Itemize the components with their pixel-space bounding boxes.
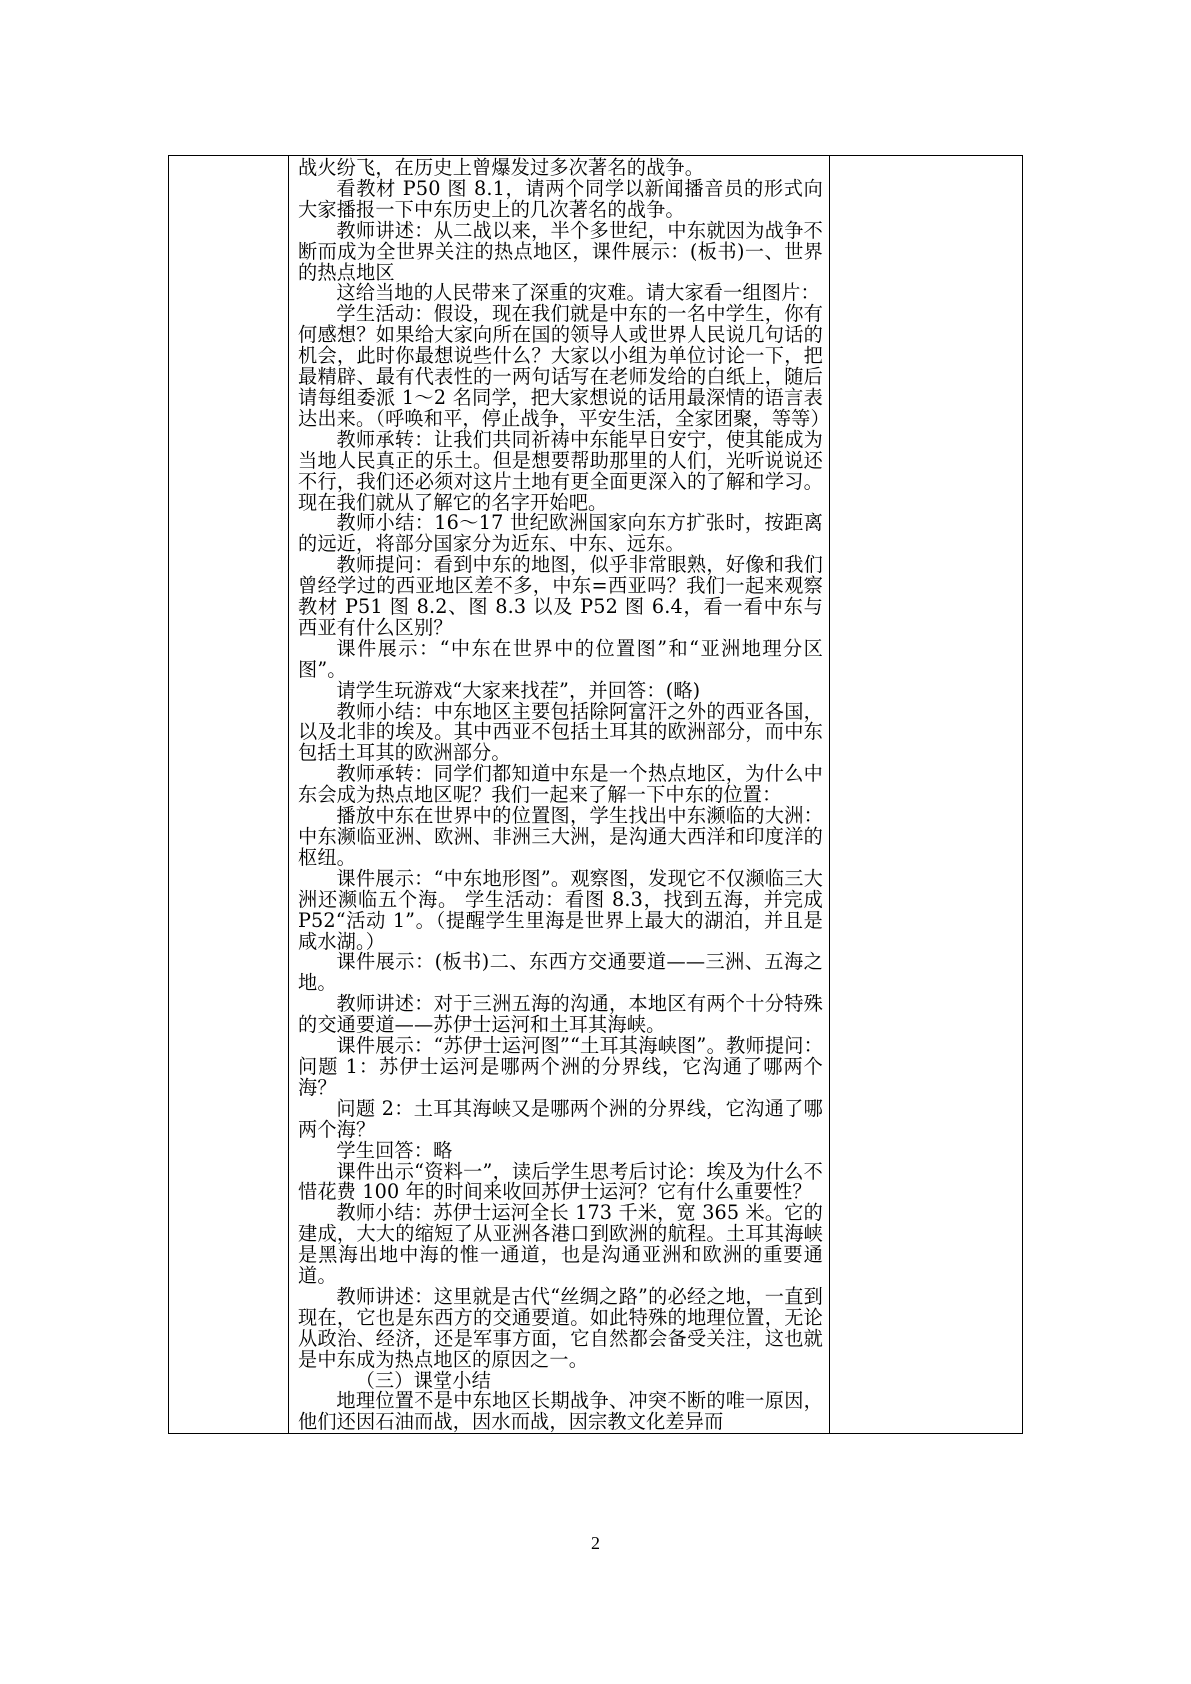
paragraph: 课件展示：“中东在世界中的位置图”和“亚洲地理分区图”。 bbox=[298, 636, 823, 681]
lesson-content bbox=[289, 156, 829, 1433]
paragraph: 看教材 P50 图 8.1，请两个同学以新闻播音员的形式向大家播报一下中东历史上的几次著名的战争。 bbox=[298, 176, 823, 221]
paragraph: 战火纷飞，在历史上曾爆发过多次著名的战争。 bbox=[298, 156, 705, 179]
paragraph: 这给当地的人民带来了深重的灾难。请大家看一组图片： bbox=[336, 281, 820, 305]
content-cell bbox=[289, 156, 830, 1434]
paragraph: 课件展示：“中东地形图”。观察图，发现它不仅濒临三大洲还濒临五个海。 学生活动：看图 8.3，找到五海，并完成 P52“活动 1”。（提醒学生里海是世界上最大的湖泊，并且是咸水湖。） bbox=[298, 866, 823, 953]
paragraph: 学生活动：假设，现在我们就是中东的一名中学生，你有何感想？如果给大家向所在国的领导人或世界人民说几句话的机会，此时你最想说些什么？大家以小组为单位讨论一下，把最精辟、最有代表性的一两句话写在老师发给的白纸上，随后请每组委派 1～2 名同学，把大家想说的话用最深情的语言表达出来。（呼唤和平，停止战争，平安生活，全家团聚，等等） bbox=[298, 302, 830, 430]
paragraph: 课件展示：(板书)二、东西方交通要道——三洲、五海之地。 bbox=[298, 950, 823, 995]
paragraph: 教师承转：同学们都知道中东是一个热点地区，为什么中东会成为热点地区呢？我们一起来了解一下中东的位置： bbox=[298, 762, 823, 807]
paragraph: 教师小结：苏伊士运河全长 173 千米，宽 365 米。它的建成，大大的缩短了从亚洲各港口到欧洲的航程。土耳其海峡是黑海出地中海的惟一通道，也是沟通亚洲和欧洲的重要通道。 bbox=[298, 1201, 823, 1288]
paragraph: 地理位置不是中东地区长期战争、冲突不断的唯一原因，他们还因石油而战，因水而战，因宗教文化差异而 bbox=[298, 1389, 823, 1434]
paragraph: 课件出示“资料一”，读后学生思考后讨论：埃及为什么不惜花费 100 年的时间来收回苏伊士运河？它有什么重要性？ bbox=[298, 1159, 823, 1204]
lesson-table bbox=[168, 155, 1023, 1434]
paragraph: 教师承转：让我们共同祈祷中东能早日安宁，使其能成为当地人民真正的乐土。但是想要帮助那里的人们，光听说说还不行，我们还必须对这片土地有更全面更深入的了解和学习。现在我们就从了解它的名字开始吧。 bbox=[298, 427, 823, 514]
paragraph: 教师提问：看到中东的地图，似乎非常眼熟，好像和我们曾经学过的西亚地区差不多，中东=西亚吗？我们一起来观察教材 P51 图 8.2、图 8.3 以及 P52 图 6.4，看一看中东与西亚有什么区别？ bbox=[298, 553, 823, 639]
paragraph: 教师小结：16～17 世纪欧洲国家向东方扩张时，按距离的远近，将部分国家分为近东、中东、远东。 bbox=[298, 511, 823, 556]
page-number: 2 bbox=[591, 1533, 600, 1553]
section-heading: （三）课堂小结 bbox=[355, 1368, 491, 1392]
right-cell bbox=[830, 156, 1023, 1434]
paragraph: 问题 2：土耳其海峡又是哪两个洲的分界线，它沟通了哪两个海？ bbox=[298, 1096, 823, 1141]
paragraph: 教师讲述：这里就是古代“丝绸之路”的必经之地，一直到现在，它也是东西方的交通要道。如此特殊的地理位置，无论从政治、经济，还是军事方面，它自然都会备受关注，这也就是中东成为热点地区的原因之一。 bbox=[298, 1284, 823, 1371]
paragraph: 教师小结：中东地区主要包括除阿富汗之外的西亚各国，以及北非的埃及。其中西亚不包括土耳其的欧洲部分，而中东包括土耳其的欧洲部分。 bbox=[298, 699, 823, 765]
paragraph: 教师讲述：从二战以来，半个多世纪，中东就因为战争不断而成为全世界关注的热点地区，课件展示：(板书)一、世界的热点地区 bbox=[298, 218, 823, 284]
left-cell bbox=[169, 156, 289, 1434]
paragraph: 播放中东在世界中的位置图，学生找出中东濒临的大洲：中东濒临亚洲、欧洲、非洲三大洲，是沟通大西洋和印度洋的枢纽。 bbox=[298, 804, 823, 869]
paragraph: 课件展示：“苏伊士运河图”“土耳其海峡图”。教师提问：问题 1：苏伊士运河是哪两个洲的分界线，它沟通了哪两个海？ bbox=[298, 1034, 823, 1099]
table-row bbox=[169, 156, 1023, 1434]
paragraph: 教师讲述：对于三洲五海的沟通，本地区有两个十分特殊的交通要道——苏伊士运河和土耳其海峡。 bbox=[298, 992, 823, 1037]
paragraph: 请学生玩游戏“大家来找茬”，并回答：(略) bbox=[336, 678, 701, 702]
paragraph: 学生回答：略 bbox=[336, 1138, 453, 1162]
